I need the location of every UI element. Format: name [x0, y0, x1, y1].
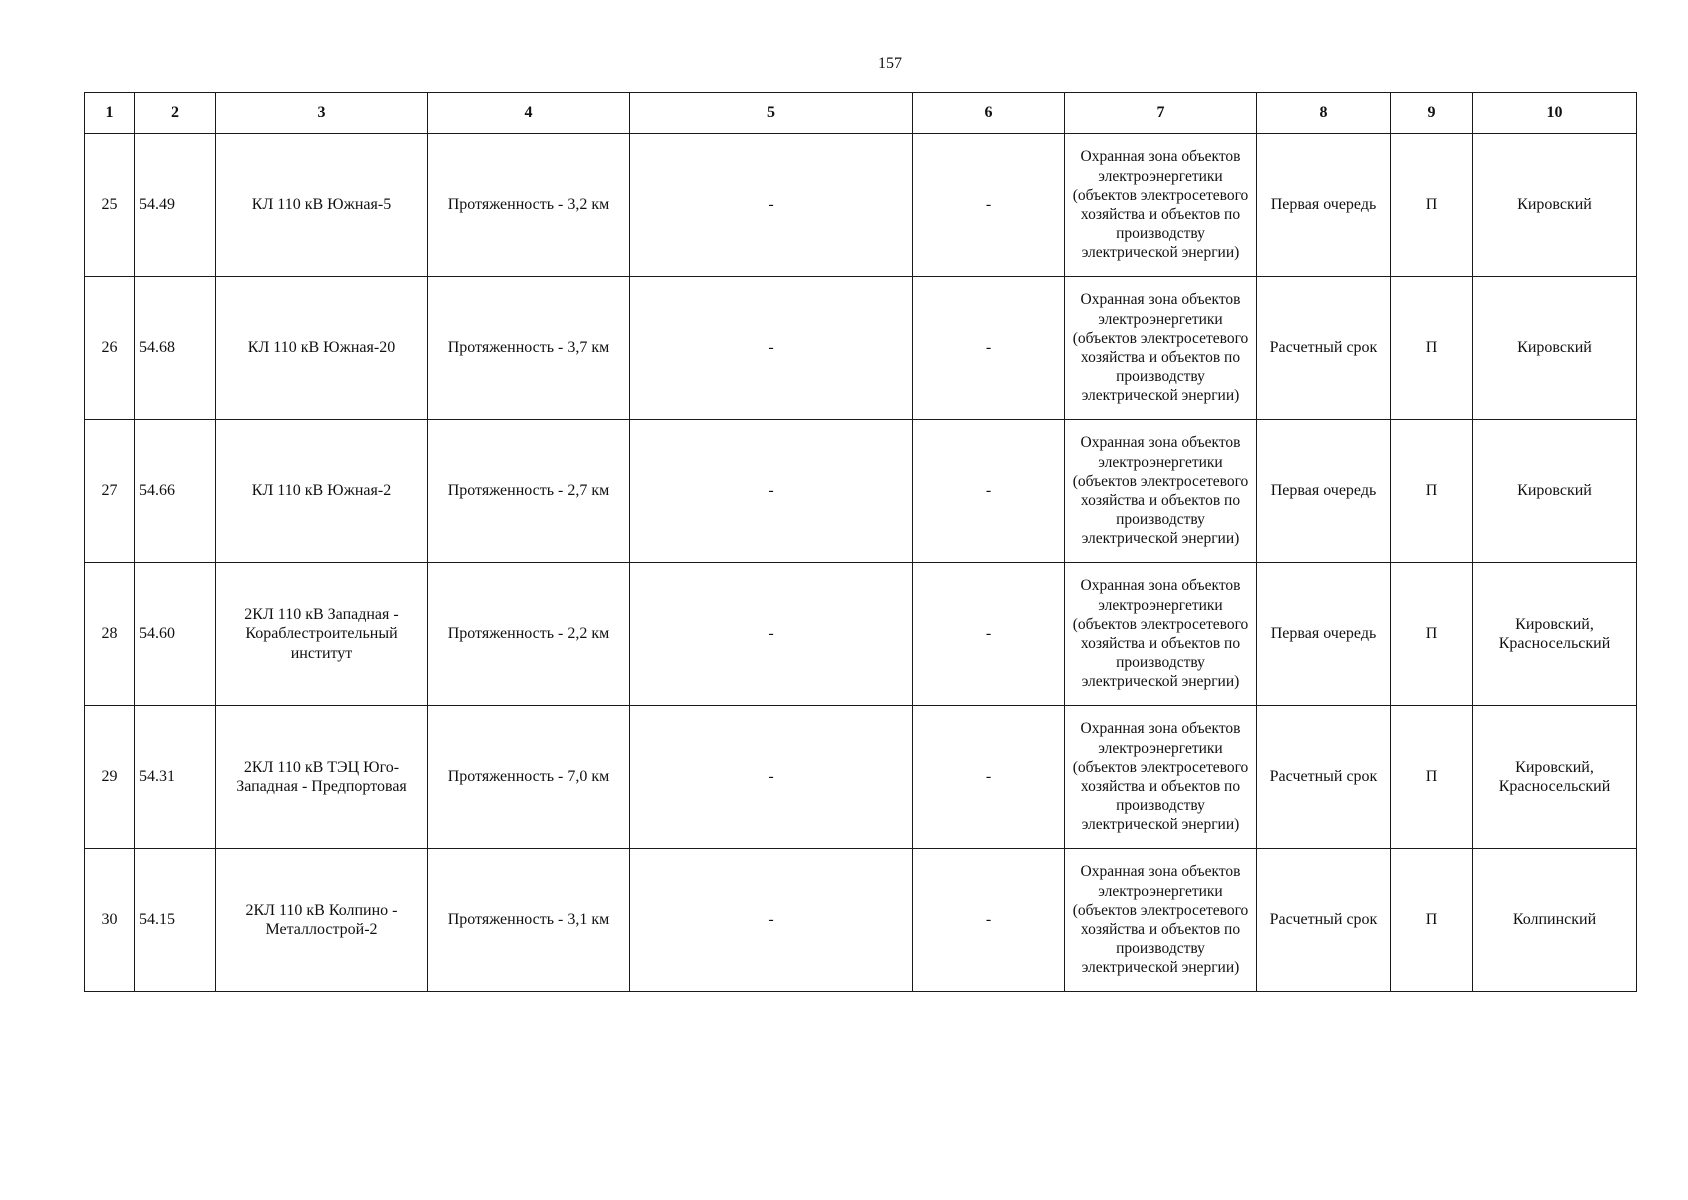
district-cell: Кировский: [1473, 420, 1637, 563]
object-code-cell: 54.60: [135, 563, 216, 706]
header-cell: 2: [135, 93, 216, 134]
length-cell: Протяженность - 2,2 км: [428, 563, 630, 706]
object-name-cell: 2КЛ 110 кВ Западная - Кораблестроительный институт: [216, 563, 428, 706]
row-number-cell: 27: [85, 420, 135, 563]
table-row: [85, 849, 1637, 992]
length-cell: Протяженность - 3,1 км: [428, 849, 630, 992]
col6-cell: -: [913, 420, 1065, 563]
table-row: [85, 420, 1637, 563]
object-code-cell: 54.31: [135, 706, 216, 849]
length-cell: Протяженность - 2,7 км: [428, 420, 630, 563]
col5-cell: -: [630, 277, 913, 420]
stage-cell: Расчетный срок: [1257, 849, 1391, 992]
object-name-cell: 2КЛ 110 кВ Колпино - Металлострой-2: [216, 849, 428, 992]
status-cell: П: [1391, 277, 1473, 420]
stage-cell: Первая очередь: [1257, 134, 1391, 277]
status-cell: П: [1391, 849, 1473, 992]
col6-cell: -: [913, 849, 1065, 992]
status-cell: П: [1391, 706, 1473, 849]
status-cell: П: [1391, 420, 1473, 563]
protection-zone-cell: Охранная зона объектов электроэнергетики (объектов электросетевого хозяйства и объектов по производству электрической энергии): [1065, 277, 1257, 420]
protection-zone-cell: Охранная зона объектов электроэнергетики (объектов электросетевого хозяйства и объектов по производству электрической энергии): [1065, 420, 1257, 563]
header-cell: 9: [1391, 93, 1473, 134]
object-code-cell: 54.66: [135, 420, 216, 563]
header-cell: 3: [216, 93, 428, 134]
col5-cell: -: [630, 420, 913, 563]
table-body: [85, 134, 1637, 992]
table-row: [85, 277, 1637, 420]
col5-cell: -: [630, 134, 913, 277]
table-header: [85, 93, 1637, 134]
header-row: [85, 93, 1637, 134]
district-cell: Кировский: [1473, 277, 1637, 420]
object-name-cell: КЛ 110 кВ Южная-20: [216, 277, 428, 420]
object-code-cell: 54.68: [135, 277, 216, 420]
header-cell: 6: [913, 93, 1065, 134]
district-cell: Кировский, Красносельский: [1473, 563, 1637, 706]
table-row: [85, 563, 1637, 706]
row-number-cell: 30: [85, 849, 135, 992]
protection-zone-cell: Охранная зона объектов электроэнергетики (объектов электросетевого хозяйства и объектов по производству электрической энергии): [1065, 849, 1257, 992]
object-code-cell: 54.15: [135, 849, 216, 992]
page-number: 157: [878, 55, 902, 72]
row-number-cell: 26: [85, 277, 135, 420]
col5-cell: -: [630, 706, 913, 849]
header-cell: 4: [428, 93, 630, 134]
col6-cell: -: [913, 563, 1065, 706]
row-number-cell: 28: [85, 563, 135, 706]
status-cell: П: [1391, 134, 1473, 277]
header-cell: 10: [1473, 93, 1637, 134]
district-cell: Кировский, Красносельский: [1473, 706, 1637, 849]
district-cell: Колпинский: [1473, 849, 1637, 992]
length-cell: Протяженность - 3,2 км: [428, 134, 630, 277]
object-code-cell: 54.49: [135, 134, 216, 277]
object-name-cell: КЛ 110 кВ Южная-5: [216, 134, 428, 277]
col5-cell: -: [630, 849, 913, 992]
protection-zone-cell: Охранная зона объектов электроэнергетики (объектов электросетевого хозяйства и объектов по производству электрической энергии): [1065, 706, 1257, 849]
object-name-cell: 2КЛ 110 кВ ТЭЦ Юго-Западная - Предпортовая: [216, 706, 428, 849]
protection-zone-cell: Охранная зона объектов электроэнергетики (объектов электросетевого хозяйства и объектов по производству электрической энергии): [1065, 563, 1257, 706]
col6-cell: -: [913, 706, 1065, 849]
registry-table: [84, 92, 1637, 992]
row-number-cell: 25: [85, 134, 135, 277]
stage-cell: Первая очередь: [1257, 563, 1391, 706]
protection-zone-cell: Охранная зона объектов электроэнергетики (объектов электросетевого хозяйства и объектов по производству электрической энергии): [1065, 134, 1257, 277]
header-cell: 5: [630, 93, 913, 134]
col6-cell: -: [913, 277, 1065, 420]
col5-cell: -: [630, 563, 913, 706]
row-number-cell: 29: [85, 706, 135, 849]
header-cell: 7: [1065, 93, 1257, 134]
col6-cell: -: [913, 134, 1065, 277]
stage-cell: Расчетный срок: [1257, 706, 1391, 849]
header-cell: 1: [85, 93, 135, 134]
table-row: [85, 706, 1637, 849]
status-cell: П: [1391, 563, 1473, 706]
table-row: [85, 134, 1637, 277]
stage-cell: Расчетный срок: [1257, 277, 1391, 420]
stage-cell: Первая очередь: [1257, 420, 1391, 563]
district-cell: Кировский: [1473, 134, 1637, 277]
length-cell: Протяженность - 3,7 км: [428, 277, 630, 420]
length-cell: Протяженность - 7,0 км: [428, 706, 630, 849]
header-cell: 8: [1257, 93, 1391, 134]
object-name-cell: КЛ 110 кВ Южная-2: [216, 420, 428, 563]
